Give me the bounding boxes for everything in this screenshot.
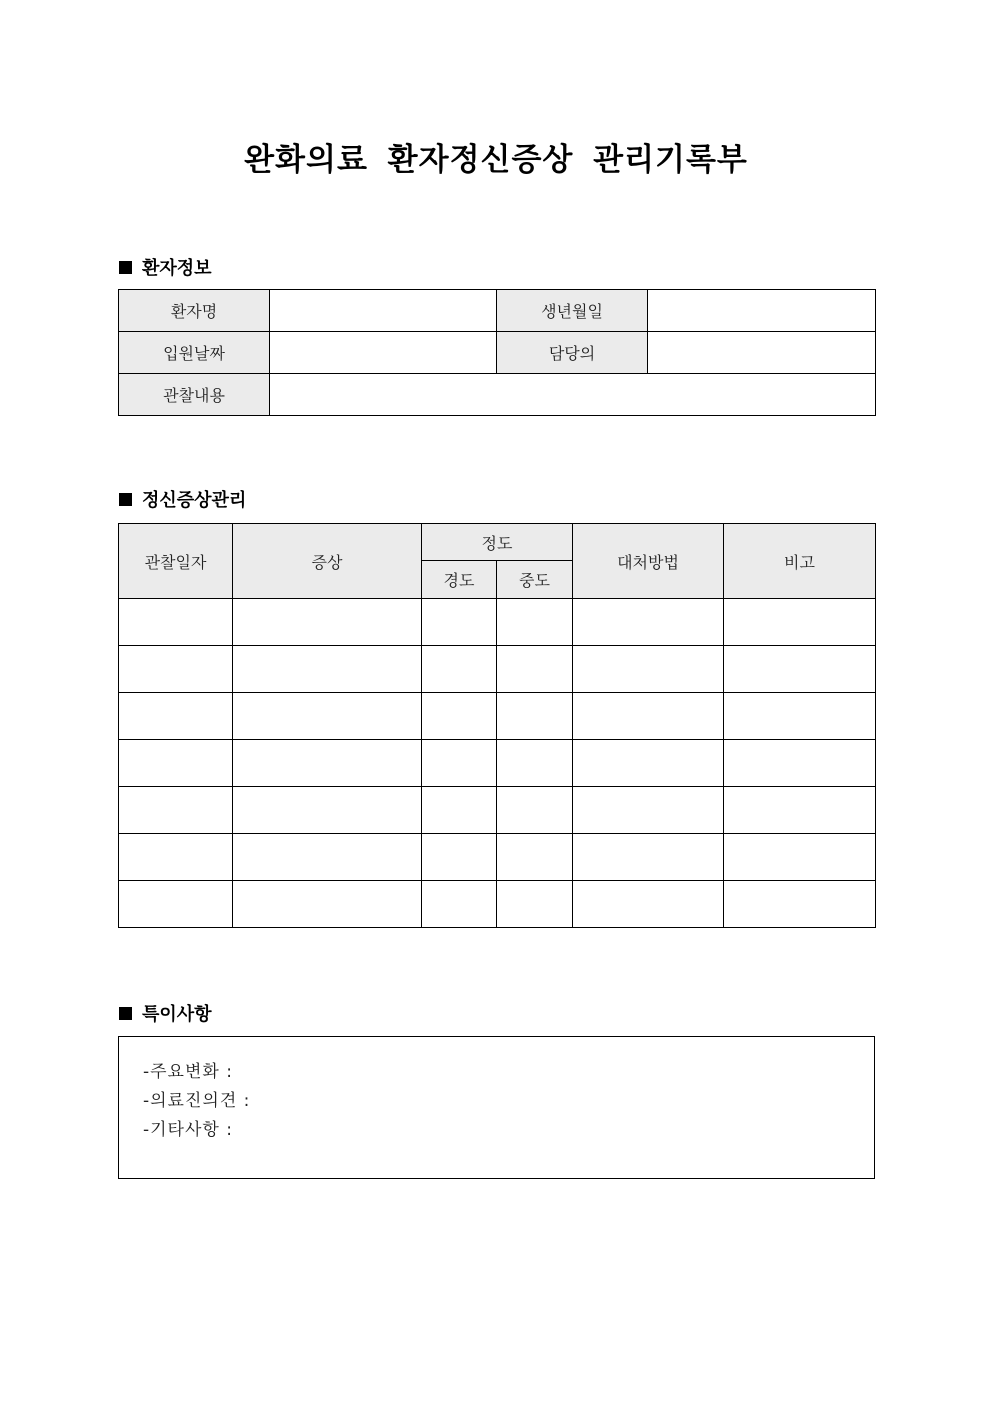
section-title: 정신증상관리: [142, 490, 247, 511]
date-cell[interactable]: [119, 740, 233, 787]
moderate-cell[interactable]: [497, 787, 573, 834]
remarks-cell[interactable]: [724, 881, 876, 928]
symptom-cell[interactable]: [233, 787, 422, 834]
section-heading-special-notes: [119, 1000, 212, 1026]
section-heading-patient-info: [119, 254, 212, 280]
moderate-cell[interactable]: [497, 834, 573, 881]
square-bullet-icon: [119, 1007, 132, 1020]
response-cell[interactable]: [573, 834, 724, 881]
note-medical-opinion: -의료진의견 :: [143, 1091, 251, 1111]
table-row: [119, 787, 876, 834]
moderate-cell[interactable]: [497, 599, 573, 646]
response-cell[interactable]: [573, 740, 724, 787]
table-row: [119, 646, 876, 693]
observation-field[interactable]: [270, 374, 876, 416]
symptom-cell[interactable]: [233, 599, 422, 646]
moderate-cell[interactable]: [497, 740, 573, 787]
response-cell[interactable]: [573, 599, 724, 646]
remarks-cell[interactable]: [724, 599, 876, 646]
col-header-date: 관찰일자: [119, 524, 233, 599]
symptom-cell[interactable]: [233, 834, 422, 881]
admission-date-label: 입원날짜: [119, 332, 270, 374]
remarks-cell[interactable]: [724, 834, 876, 881]
patient-info-table: [118, 289, 876, 416]
moderate-cell[interactable]: [497, 646, 573, 693]
col-header-response: 대처방법: [573, 524, 724, 599]
date-cell[interactable]: [119, 834, 233, 881]
moderate-cell[interactable]: [497, 881, 573, 928]
special-notes-box[interactable]: [118, 1036, 875, 1179]
mild-cell[interactable]: [422, 881, 497, 928]
note-other: -기타사항 :: [143, 1120, 233, 1140]
symptom-cell[interactable]: [233, 740, 422, 787]
date-cell[interactable]: [119, 599, 233, 646]
symptom-cell[interactable]: [233, 646, 422, 693]
admission-date-field[interactable]: [270, 332, 497, 374]
response-cell[interactable]: [573, 646, 724, 693]
patient-name-label: 환자명: [119, 290, 270, 332]
symptom-cell[interactable]: [233, 693, 422, 740]
page-title: 완화의료 환자정신증상 관리기록부: [244, 142, 748, 178]
table-row: [119, 834, 876, 881]
mild-cell[interactable]: [422, 834, 497, 881]
table-row: [119, 693, 876, 740]
remarks-cell[interactable]: [724, 740, 876, 787]
col-header-mild: 경도: [422, 561, 497, 599]
remarks-cell[interactable]: [724, 646, 876, 693]
date-cell[interactable]: [119, 693, 233, 740]
mild-cell[interactable]: [422, 787, 497, 834]
col-header-severity: 정도: [422, 524, 573, 561]
response-cell[interactable]: [573, 787, 724, 834]
birth-date-field[interactable]: [648, 290, 876, 332]
remarks-cell[interactable]: [724, 787, 876, 834]
response-cell[interactable]: [573, 693, 724, 740]
mild-cell[interactable]: [422, 599, 497, 646]
square-bullet-icon: [119, 493, 132, 506]
moderate-cell[interactable]: [497, 693, 573, 740]
date-cell[interactable]: [119, 646, 233, 693]
date-cell[interactable]: [119, 881, 233, 928]
date-cell[interactable]: [119, 787, 233, 834]
observation-label: 관찰내용: [119, 374, 270, 416]
col-header-symptom: 증상: [233, 524, 422, 599]
table-row: [119, 881, 876, 928]
col-header-moderate: 중도: [497, 561, 573, 599]
table-row: [119, 740, 876, 787]
mild-cell[interactable]: [422, 693, 497, 740]
note-major-changes: -주요변화 :: [143, 1062, 233, 1082]
attending-doctor-label: 담당의: [497, 332, 648, 374]
attending-doctor-field[interactable]: [648, 332, 876, 374]
section-title: 환자정보: [142, 258, 212, 279]
response-cell[interactable]: [573, 881, 724, 928]
table-row: [119, 599, 876, 646]
section-title: 특이사항: [142, 1004, 212, 1025]
symptom-cell[interactable]: [233, 881, 422, 928]
birth-date-label: 생년월일: [497, 290, 648, 332]
remarks-cell[interactable]: [724, 693, 876, 740]
square-bullet-icon: [119, 261, 132, 274]
col-header-remarks: 비고: [724, 524, 876, 599]
mild-cell[interactable]: [422, 740, 497, 787]
patient-name-field[interactable]: [270, 290, 497, 332]
section-heading-symptom-management: [119, 486, 246, 512]
mild-cell[interactable]: [422, 646, 497, 693]
symptom-management-table: [118, 523, 876, 928]
